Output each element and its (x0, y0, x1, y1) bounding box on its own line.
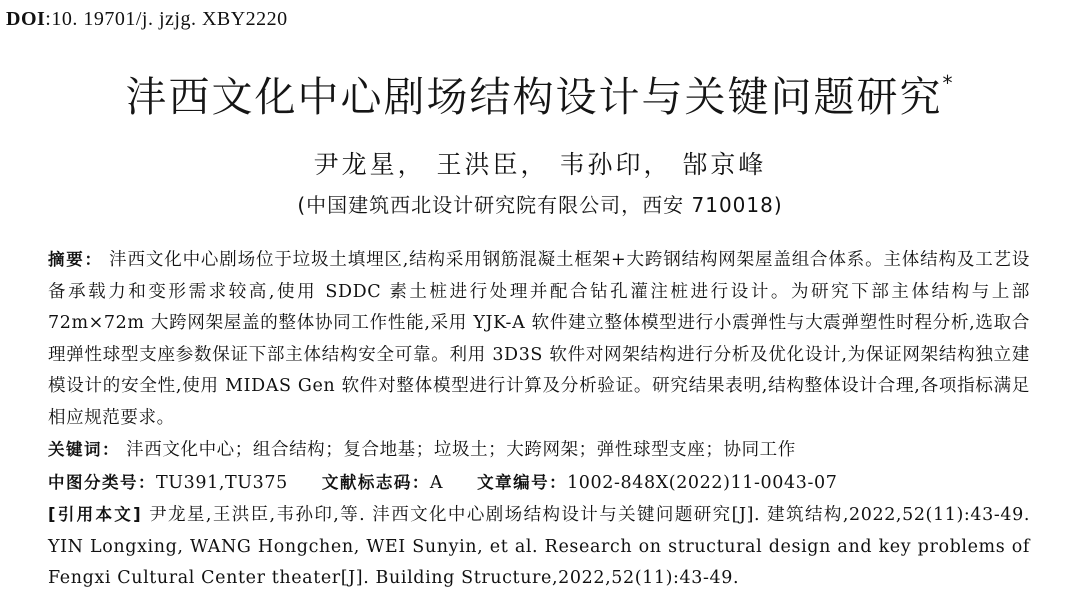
doi-value: :10. 19701/j. jzjg. XBY2220 (45, 8, 288, 30)
title-footnote-mark: * (942, 71, 955, 96)
article-number-label: 文章编号： (477, 472, 568, 492)
citation-label: [引用本文] (48, 505, 143, 524)
abstract-paragraph (48, 244, 1030, 434)
keywords-paragraph (48, 434, 1030, 467)
article-number-value: 1002-848X(2022)11-0043-07 (567, 472, 838, 493)
citation-text: 尹龙星,王洪臣,韦孙印,等. 沣西文化中心剧场结构设计与关键问题研究[J]. 建筑结构,2022,52(11):43-49. YIN Longxing, WANG Hongchen, WEI Sunyin, et al. Research on structural design and key problems of Fengxi Cultural Center theater[J]. Building Structure,2022,52(11):43-49. (48, 505, 1030, 588)
clc-value: TU391,TU375 (156, 472, 288, 493)
author-list: 尹龙星， 王洪臣， 韦孙印， 郜京峰 (313, 150, 767, 179)
title-text: 沣西文化中心剧场结构设计与关键问题研究 (125, 73, 943, 121)
doi-label: DOI (6, 8, 46, 30)
citation-paragraph (48, 499, 1030, 595)
abstract-text: 沣西文化中心剧场位于垃圾土填埋区,结构采用钢筋混凝土框架+大跨钢结构网架屋盖组合体系。主体结构及工艺设备承载力和变形需求较高,使用 SDDC 素土桩进行处理并配合钻孔灌注桩进行设计。为研究下部主体结构与上部 72m×72m 大跨网架屋盖的整体协同工作性能,采用 YJK-A 软件建立整体模型进行小震弹性与大震弹塑性时程分析,选取合理弹性球型支座参数保证下部主体结构安全可靠。利用 3D3S 软件对网架结构进行分析及优化设计,为保证网架结构独立建模设计的安全性,使用 MIDAS Gen 软件对整体模型进行计算及分析验证。研究结果表明,结构整体设计合理,各项指标满足相应规范要求。 (48, 250, 1030, 428)
keywords-label: 关键词： (48, 440, 120, 459)
doi-line (6, 8, 288, 31)
clc-label: 中图分类号： (48, 472, 156, 492)
classification-line (48, 467, 1030, 500)
doc-code-label: 文献标志码： (321, 472, 430, 492)
affiliation: (中国建筑西北设计研究院有限公司，西安 710018) (297, 193, 783, 217)
doc-code-value: A (429, 472, 444, 493)
front-matter-body (48, 244, 1030, 595)
article-title (0, 64, 1080, 123)
abstract-label: 摘要： (48, 250, 103, 269)
keywords-text: 沣西文化中心；组合结构；复合地基；垃圾土；大跨网架；弹性球型支座；协同工作 (126, 440, 796, 460)
